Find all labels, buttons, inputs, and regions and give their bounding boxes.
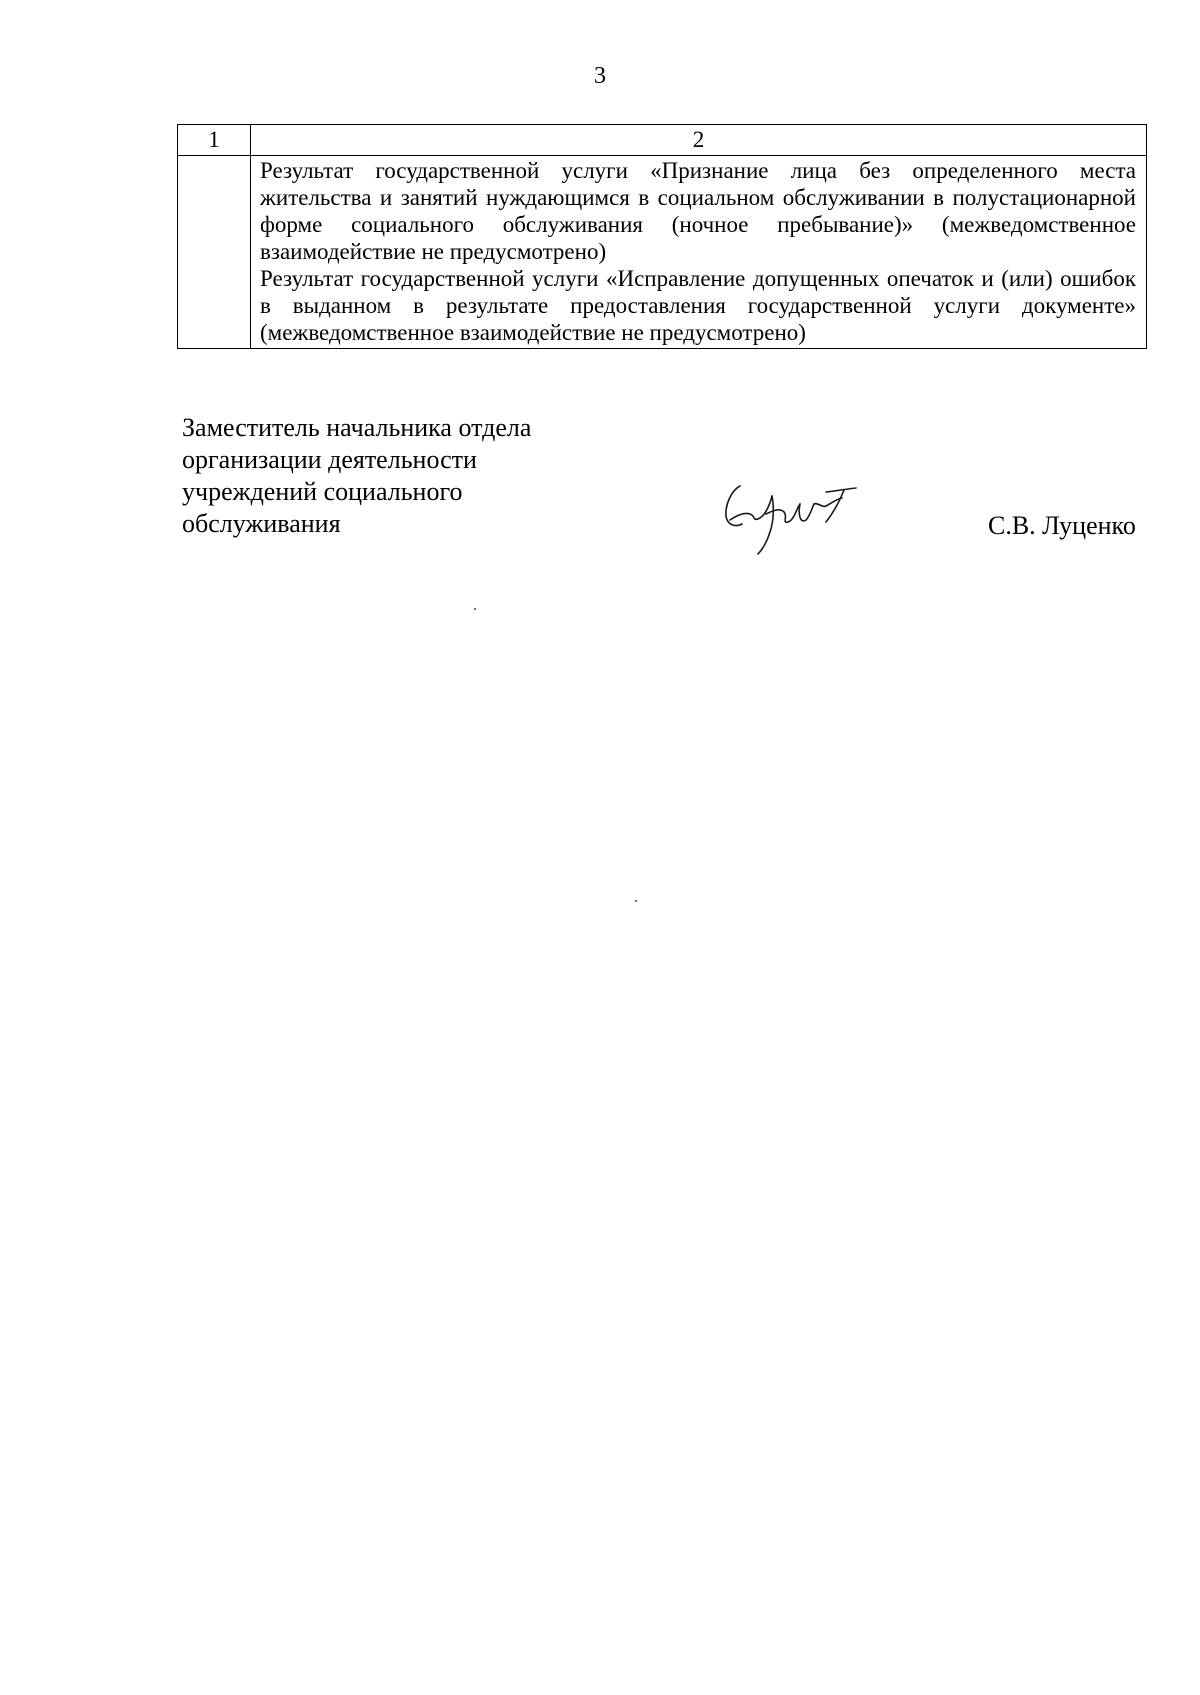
table-row: [178, 156, 1147, 349]
scan-speck: [474, 608, 476, 610]
signer-position: [182, 412, 531, 540]
table-cell-col-1: [178, 156, 251, 349]
signer-name: С.В. Луценко: [988, 511, 1136, 540]
scan-speck: [635, 900, 637, 902]
service-result-paragraph: Результат государственной услуги «Признание лица без определенного места жительства и занятий нуждающимся в социальном обслуживании в полустационарной форме социального обслуживания (ночное пребывание)» (межведомственное взаимодействие не предусмотрено): [260, 158, 1136, 264]
table-header-col-1: 1: [178, 125, 251, 156]
table-cell-col-2: [251, 156, 1147, 349]
position-line: организации деятельности: [182, 445, 477, 474]
table-header-row: [178, 125, 1147, 156]
page-number: 3: [594, 63, 606, 89]
position-line: учреждений социального: [182, 477, 463, 506]
services-table: [177, 124, 1147, 349]
position-line: Заместитель начальника отдела: [182, 413, 532, 442]
table-header-col-2: 2: [251, 125, 1147, 156]
service-result-paragraph: Результат государственной услуги «Исправление допущенных опечаток и (или) ошибок в выданном в результате предоставления государственной услуги документе» (межведомственное взаимодействие не предусмотрено): [260, 266, 1136, 345]
handwritten-signature: [722, 474, 864, 562]
position-line: обслуживания: [182, 509, 341, 538]
